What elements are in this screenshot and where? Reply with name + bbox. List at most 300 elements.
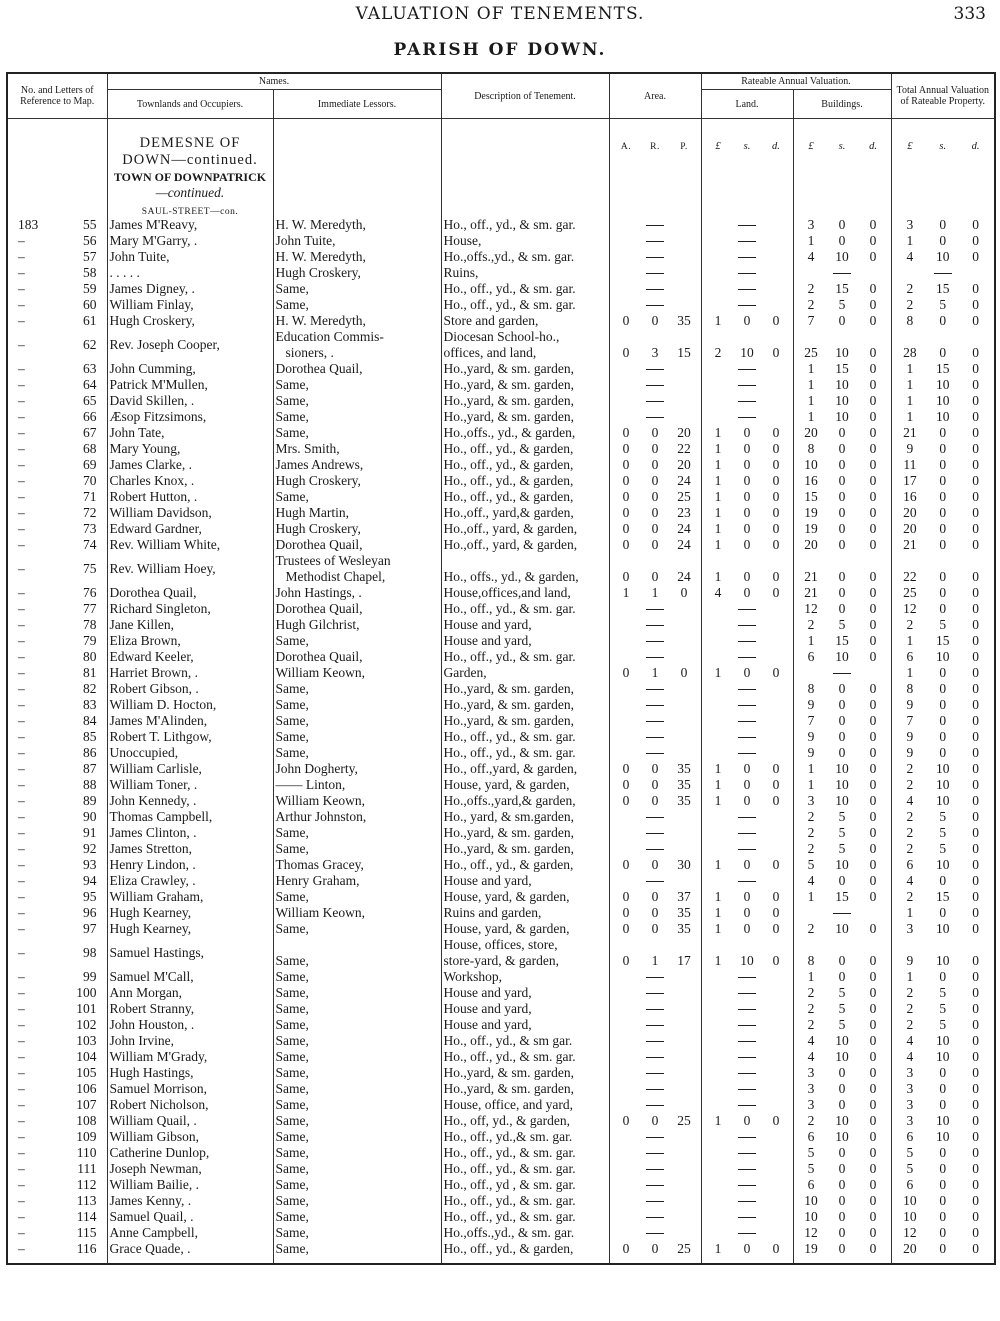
total-cell-part: 1	[906, 233, 914, 248]
area-cell-dash	[609, 809, 701, 825]
buildings-cell-part: 8	[807, 441, 815, 456]
dash-mark	[646, 1089, 664, 1090]
total-cell-part: 0	[939, 713, 947, 728]
table-row	[7, 1033, 995, 1049]
total-cell-part: 9	[906, 697, 914, 712]
buildings-cell	[793, 521, 891, 537]
area-cell-dash	[609, 1225, 701, 1241]
total-cell	[891, 441, 995, 457]
description-cell	[441, 537, 609, 553]
total-cell-part: 4	[906, 249, 914, 264]
buildings-cell-part: 1	[807, 233, 815, 248]
lessor-cell	[273, 937, 441, 969]
area-cell-dash	[609, 297, 701, 313]
land-cell-part: 1	[714, 425, 722, 440]
buildings-cell-part: 0	[869, 697, 877, 712]
table-row	[7, 1081, 995, 1097]
total-cell-part: 0	[939, 521, 947, 536]
dash-mark	[738, 609, 756, 610]
land-cell	[701, 1241, 793, 1257]
area-cell-part: 0	[622, 425, 630, 440]
buildings-cell	[793, 409, 891, 425]
land-cell-part: 0	[743, 761, 751, 776]
lessor-cell	[273, 233, 441, 249]
col-names-header: Names.	[107, 73, 441, 90]
table-row	[7, 809, 995, 825]
occupier-cell: Mary Young,	[107, 441, 273, 457]
buildings-cell-part: 3	[807, 1081, 815, 1096]
ref-number: 59	[83, 281, 97, 296]
description-cell	[441, 601, 609, 617]
lessor-line: Same,	[275, 1017, 309, 1032]
lessor-line: Hugh Croskery,	[275, 521, 361, 536]
land-cell	[701, 521, 793, 537]
lessor-cell	[273, 777, 441, 793]
ref-cell	[7, 425, 107, 441]
table-row	[7, 553, 995, 585]
land-cell-part: 1	[714, 537, 722, 552]
buildings-cell-part: 21	[804, 569, 818, 584]
occupier-cell: Rev. William Hoey,	[107, 553, 273, 585]
land-cell-dash	[701, 1065, 793, 1081]
description-line: Workshop,	[443, 969, 503, 984]
lessor-cell	[273, 985, 441, 1001]
occupier-cell: Rev. William White,	[107, 537, 273, 553]
lessor-cell	[273, 1113, 441, 1129]
description-line: House and yard,	[443, 1017, 532, 1032]
buildings-cell-part: 2	[807, 985, 815, 1000]
dash-mark	[646, 305, 664, 306]
lessor-cell	[273, 665, 441, 681]
area-cell	[609, 505, 701, 521]
dash-mark	[646, 849, 664, 850]
land-cell	[701, 857, 793, 873]
land-cell-part: 0	[772, 793, 780, 808]
ref-cell	[7, 265, 107, 281]
map-sheet: –	[18, 537, 25, 552]
buildings-cell	[793, 713, 891, 729]
land-cell-part: 0	[743, 569, 751, 584]
buildings-cell	[793, 1081, 891, 1097]
land-cell-part: 0	[743, 905, 751, 920]
land-cell-part: 0	[772, 569, 780, 584]
total-cell	[891, 329, 995, 361]
total-cell	[891, 809, 995, 825]
area-cell-part: 1	[622, 585, 630, 600]
table-row	[7, 377, 995, 393]
total-cell	[891, 745, 995, 761]
area-cell-part: 15	[677, 345, 691, 360]
lessor-cell	[273, 857, 441, 873]
total-cell-part: 3	[906, 921, 914, 936]
occupier-cell: John Houston, .	[107, 1017, 273, 1033]
land-cell-dash	[701, 249, 793, 265]
total-cell-part: 0	[972, 905, 979, 920]
dash-mark	[646, 401, 664, 402]
land-cell-part: 0	[772, 857, 780, 872]
land-cell-part: 0	[772, 585, 780, 600]
area-cell-part: 35	[677, 905, 691, 920]
area-cell-part: 0	[651, 889, 659, 904]
description-cell	[441, 681, 609, 697]
buildings-cell-part: 0	[869, 1001, 877, 1016]
land-cell	[701, 1113, 793, 1129]
buildings-cell-part: 7	[807, 713, 815, 728]
total-cell-part: 8	[906, 681, 914, 696]
land-cell	[701, 921, 793, 937]
occupier-cell: Æsop Fitzsimons,	[107, 409, 273, 425]
description-line: Ho., off., yd., & garden,	[443, 473, 574, 488]
land-cell	[701, 553, 793, 585]
total-cell-part: 0	[972, 361, 979, 376]
land-cell-part: 0	[743, 489, 751, 504]
table-row	[7, 457, 995, 473]
ref-number: 96	[83, 905, 97, 920]
total-cell-part: 4	[906, 1049, 914, 1064]
land-cell-dash	[701, 1033, 793, 1049]
description-line: Ho.,offs.,yd., & sm. gar.	[443, 1225, 575, 1240]
area-cell	[609, 665, 701, 681]
map-sheet: –	[18, 585, 25, 600]
buildings-cell-part: 0	[869, 1049, 877, 1064]
buildings-cell-part: 8	[807, 681, 815, 696]
land-cell-dash	[701, 1001, 793, 1017]
page-number: 333	[953, 4, 986, 24]
total-cell-part: 28	[903, 345, 917, 360]
total-cell-part: 2	[906, 617, 914, 632]
area-cell-dash	[609, 873, 701, 889]
dash-mark	[646, 1009, 664, 1010]
dash-mark	[646, 1137, 664, 1138]
description-cell	[441, 617, 609, 633]
dash-mark	[646, 1041, 664, 1042]
area-cell-part: 17	[677, 953, 691, 968]
total-cell-part: 0	[972, 537, 979, 552]
lessor-line: Same,	[275, 889, 309, 904]
lessor-cell	[273, 1177, 441, 1193]
description-line: Ho.,off., yard, & garden,	[443, 537, 578, 552]
buildings-cell-part: 0	[838, 569, 846, 584]
ref-number: 89	[83, 793, 97, 808]
buildings-cell-part: 0	[869, 985, 877, 1000]
map-sheet: –	[18, 1065, 25, 1080]
map-sheet: –	[18, 249, 25, 264]
ref-number: 95	[83, 889, 97, 904]
map-sheet: –	[18, 761, 25, 776]
total-cell-part: 0	[972, 1241, 979, 1256]
lessor-line: Hugh Martin,	[275, 505, 349, 520]
buildings-cell-part: 0	[869, 825, 877, 840]
description-cell	[441, 297, 609, 313]
description-cell	[441, 1081, 609, 1097]
land-cell-part: 0	[772, 505, 780, 520]
buildings-cell-part: 5	[838, 617, 846, 632]
description-cell	[441, 489, 609, 505]
ref-number: 98	[83, 945, 97, 960]
buildings-cell-part: 0	[869, 441, 877, 456]
total-cell	[891, 697, 995, 713]
buildings-cell-part: 10	[804, 457, 818, 472]
buildings-cell	[793, 1049, 891, 1065]
buildings-cell	[793, 1193, 891, 1209]
table-row	[7, 1017, 995, 1033]
buildings-cell-part: 0	[869, 313, 877, 328]
total-cell-part: 10	[936, 793, 950, 808]
buildings-cell	[793, 1145, 891, 1161]
occupier-cell: James M'Reavy,	[107, 217, 273, 233]
land-cell-dash	[701, 969, 793, 985]
table-row	[7, 793, 995, 809]
total-cell-part: 20	[903, 1241, 917, 1256]
area-cell-dash	[609, 745, 701, 761]
dash-mark	[646, 1057, 664, 1058]
lessor-cell	[273, 489, 441, 505]
total-cell-part: 0	[972, 249, 979, 264]
buildings-cell-part: 0	[838, 473, 846, 488]
total-cell-part: 0	[972, 745, 979, 760]
table-row	[7, 617, 995, 633]
area-cell-dash	[609, 969, 701, 985]
lessor-cell	[273, 745, 441, 761]
dash-mark	[738, 1185, 756, 1186]
lessor-cell	[273, 361, 441, 377]
total-cell-part: 0	[939, 1161, 947, 1176]
total-cell-part: 0	[972, 585, 979, 600]
total-cell-part: 0	[939, 729, 947, 744]
buildings-cell	[793, 553, 891, 585]
buildings-cell-part: 21	[804, 585, 818, 600]
area-cell-dash	[609, 841, 701, 857]
total-cell-part: 0	[972, 665, 979, 680]
total-cell-part: 1	[906, 409, 914, 424]
ref-number: 55	[83, 217, 97, 232]
area-cell-part: 0	[651, 777, 659, 792]
area-cell-part: 30	[677, 857, 691, 872]
buildings-cell-part: 15	[835, 889, 849, 904]
buildings-cell	[793, 777, 891, 793]
buildings-cell-part: 0	[869, 617, 877, 632]
buildings-cell-part: 2	[807, 809, 815, 824]
land-cell-part: 0	[772, 905, 780, 920]
buildings-cell	[793, 857, 891, 873]
occupier-cell: Samuel Hastings,	[107, 937, 273, 969]
ref-cell	[7, 1065, 107, 1081]
occupier-cell: Rev. Joseph Cooper,	[107, 329, 273, 361]
lessor-cell	[273, 1097, 441, 1113]
total-cell-part: 2	[906, 777, 914, 792]
total-cell	[891, 313, 995, 329]
lessor-line: John Dogherty,	[275, 761, 358, 776]
buildings-cell	[793, 1209, 891, 1225]
map-sheet: –	[18, 409, 25, 424]
dash-mark	[646, 369, 664, 370]
table-row	[7, 233, 995, 249]
table-row	[7, 425, 995, 441]
total-cell-part: 3	[906, 1097, 914, 1112]
total-cell-part: 5	[939, 841, 947, 856]
total-cell-part: 2	[906, 297, 914, 312]
lessor-line: Dorothea Quail,	[275, 601, 363, 616]
map-sheet: –	[18, 985, 25, 1000]
area-cell-part: 35	[677, 921, 691, 936]
total-cell-part: 0	[972, 809, 979, 824]
total-cell-part: 22	[903, 569, 917, 584]
buildings-cell-part: 2	[807, 825, 815, 840]
buildings-cell-part: 0	[838, 521, 846, 536]
buildings-cell	[793, 873, 891, 889]
dash-mark	[738, 225, 756, 226]
description-line: Ho., off., yd., & garden,	[443, 1241, 574, 1256]
lessor-line: Hugh Croskery,	[275, 265, 361, 280]
land-cell-part: 1	[714, 313, 722, 328]
buildings-cell-part: 4	[807, 1033, 815, 1048]
table-row	[7, 505, 995, 521]
total-cell-part: 0	[972, 1097, 979, 1112]
total-cell-part: 5	[939, 297, 947, 312]
land-cell-dash	[701, 1145, 793, 1161]
lessor-cell	[273, 1081, 441, 1097]
lessor-cell	[273, 681, 441, 697]
ref-cell	[7, 1113, 107, 1129]
total-cell-part: 5	[939, 825, 947, 840]
total-cell	[891, 729, 995, 745]
lessor-cell	[273, 441, 441, 457]
description-cell	[441, 1177, 609, 1193]
dash-mark	[646, 1201, 664, 1202]
ref-number: 90	[83, 809, 97, 824]
buildings-cell-part: 3	[807, 1097, 815, 1112]
map-sheet: –	[18, 1161, 25, 1176]
occupier-cell: William D. Hocton,	[107, 697, 273, 713]
lessor-cell	[273, 505, 441, 521]
buildings-cell-part: 0	[869, 745, 877, 760]
land-cell-part: 0	[743, 441, 751, 456]
buildings-cell-part: 5	[838, 841, 846, 856]
dash-mark	[646, 1233, 664, 1234]
land-cell-dash	[701, 1129, 793, 1145]
lessor-line: Same,	[275, 1033, 309, 1048]
occupier-cell: Samuel Quail, .	[107, 1209, 273, 1225]
table-row	[7, 937, 995, 969]
occupier-cell: Harriet Brown, .	[107, 665, 273, 681]
land-cell-part: 0	[772, 889, 780, 904]
dash-mark	[646, 1025, 664, 1026]
total-cell-part: 0	[972, 521, 979, 536]
dash-mark	[738, 657, 756, 658]
land-cell-part: 1	[714, 665, 722, 680]
area-cell-part: 24	[677, 521, 691, 536]
land-cell-dash	[701, 281, 793, 297]
area-cell-dash	[609, 1145, 701, 1161]
description-line: Ho., off.,yard, & garden,	[443, 761, 578, 776]
area-cell	[609, 553, 701, 585]
ref-cell	[7, 601, 107, 617]
ref-cell	[7, 297, 107, 313]
buildings-cell-part: 3	[807, 793, 815, 808]
col-area-header: Area.	[609, 73, 701, 119]
total-cell-part: 0	[972, 217, 979, 232]
buildings-cell-part: 0	[869, 1129, 877, 1144]
buildings-cell	[793, 809, 891, 825]
buildings-cell-part: 0	[838, 1081, 846, 1096]
total-cell-part: 2	[906, 1017, 914, 1032]
ref-number: 70	[83, 473, 97, 488]
ref-cell	[7, 377, 107, 393]
ref-number: 63	[83, 361, 97, 376]
section-line-5: SAUL-STREET—con.	[107, 201, 273, 217]
buildings-cell	[793, 633, 891, 649]
dash-mark	[738, 753, 756, 754]
description-cell	[441, 441, 609, 457]
area-cell-part: 0	[651, 537, 659, 552]
land-cell-dash	[701, 633, 793, 649]
lessor-line: Same,	[275, 377, 309, 392]
area-cell-part: 0	[622, 857, 630, 872]
buildings-cell-part: 0	[869, 233, 877, 248]
buildings-cell-part: 15	[804, 489, 818, 504]
buildings-cell-part: 10	[835, 1113, 849, 1128]
map-sheet: –	[18, 681, 25, 696]
total-cell-part: 0	[939, 1241, 947, 1256]
buildings-cell-part: 1	[807, 409, 815, 424]
total-cell-part: 0	[972, 281, 979, 296]
buildings-cell-part: 10	[835, 1049, 849, 1064]
lessor-line: Same,	[275, 697, 309, 712]
total-cell-part: 0	[972, 681, 979, 696]
total-cell-part: 0	[972, 489, 979, 504]
total-cell-part: 4	[906, 873, 914, 888]
lessor-cell	[273, 377, 441, 393]
land-cell-part: 1	[714, 489, 722, 504]
description-line: House and yard,	[443, 633, 532, 648]
description-cell	[441, 1033, 609, 1049]
total-cell-part: 4	[906, 1033, 914, 1048]
description-cell	[441, 585, 609, 601]
area-cell-part: 0	[651, 1113, 659, 1128]
buildings-cell-part: 0	[869, 377, 877, 392]
total-cell-part: 0	[939, 473, 947, 488]
buildings-cell-part: 12	[804, 1225, 818, 1240]
total-cell-part: 10	[936, 857, 950, 872]
map-sheet: –	[18, 337, 25, 352]
total-cell	[891, 553, 995, 585]
total-cell-part: 3	[906, 1113, 914, 1128]
description-cell	[441, 905, 609, 921]
total-cell	[891, 793, 995, 809]
description-line: House and yard,	[443, 1001, 532, 1016]
total-cell	[891, 537, 995, 553]
dash-mark	[646, 241, 664, 242]
area-cell-part: 0	[651, 905, 659, 920]
area-cell-dash	[609, 1177, 701, 1193]
area-cell-dash	[609, 649, 701, 665]
total-cell	[891, 1241, 995, 1257]
total-cell-part: 0	[972, 713, 979, 728]
buildings-cell	[793, 889, 891, 905]
description-cell	[441, 745, 609, 761]
map-sheet: –	[18, 1049, 25, 1064]
description-cell	[441, 1209, 609, 1225]
description-cell	[441, 793, 609, 809]
buildings-cell-part: 2	[807, 281, 815, 296]
lessor-line: Same,	[275, 1145, 309, 1160]
area-cell	[609, 1241, 701, 1257]
ref-cell	[7, 793, 107, 809]
buildings-cell-part: 0	[869, 1033, 877, 1048]
total-cell-part: 0	[972, 857, 979, 872]
total-cell-part: 6	[906, 1177, 914, 1192]
lessor-cell	[273, 1017, 441, 1033]
